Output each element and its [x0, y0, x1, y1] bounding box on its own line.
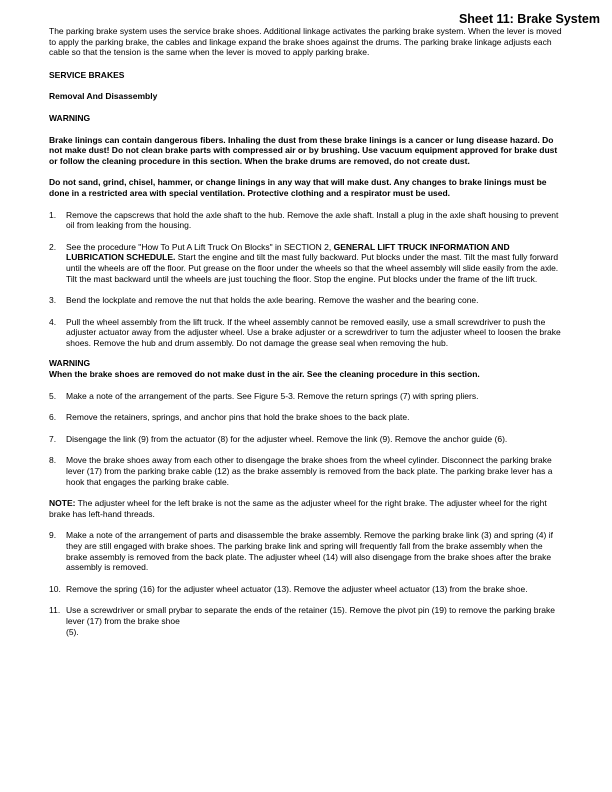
subheading: Removal And Disassembly	[49, 91, 158, 102]
step-number: 3.	[49, 295, 57, 306]
list-item	[49, 295, 563, 306]
steps-list-a	[49, 210, 563, 349]
step-text: Remove the capscrews that hold the axle shaft to the hub. Remove the axle shaft. Install a plug in the axle shaft housing to prevent oil from leaking from the housing.	[66, 209, 559, 231]
step-text: See the procedure "How To Put A Lift Truck On Blocks" in SECTION 2,	[66, 241, 334, 252]
note-text: The adjuster wheel for the left brake is not the same as the adjuster wheel for the right brake. The adjuster wheel for the right brake has left-hand threads.	[49, 498, 547, 519]
step-text: Remove the retainers, springs, and anchor pins that hold the brake shoes to the back plate.	[66, 412, 410, 423]
step-text: Disengage the link (9) from the actuator (8) for the adjuster wheel. Remove the link (9). Remove the anchor guide (6).	[66, 433, 508, 444]
document-body	[49, 26, 563, 637]
step-text: Bend the lockplate and remove the nut that holds the axle bearing. Remove the washer and the bearing cone.	[66, 295, 479, 306]
step-number: 9.	[49, 530, 57, 541]
step-number: 4.	[49, 316, 57, 327]
step-number: 8.	[49, 455, 57, 466]
step-number: 5.	[49, 390, 57, 401]
intro-paragraph: The parking brake system uses the service brake shoes. Additional linkage activates the parking brake system. When the lever is moved to apply the parking brake, the cables and linkage expand the brake shoes against the drums. The parking brake linkage adjusts each cable so that the tension is the same when the lever is moved to apply parking brake.	[49, 26, 562, 58]
list-item	[49, 605, 563, 637]
step-number: 10.	[49, 583, 61, 594]
list-item	[49, 434, 563, 445]
list-item	[49, 210, 563, 231]
warning-text: Brake linings can contain dangerous fibers. Inhaling the dust from these brake linings is a cancer or lung disease hazard. Do not make dust! Do not clean brake parts with compressed air or by brushing. Use vacuum equipment approved for brake dust or follow the cleaning procedure in this section. When the brake drums are removed, do not create dust.	[49, 134, 558, 166]
note-paragraph	[49, 498, 563, 519]
step-number: 7.	[49, 433, 57, 444]
step-text: Make a note of the arrangement of the parts. See Figure 5-3. Remove the return springs (7) with spring pliers.	[66, 390, 479, 401]
step-text: Make a note of the arrangement of parts and disassemble the brake assembly. Remove the parking brake link (3) and spring (4) if they are still engaged with brake shoes. The parking brake link and spring will frequently fall from the brake assembly when the brake assembly is removed from the back plate. The adjuster wheel (14) will also disengage from the brake shoes after the brake assembly is removed.	[66, 530, 553, 573]
sheet-title: Sheet 11: Brake System	[458, 12, 600, 26]
warning-label: WARNING	[49, 358, 91, 369]
step-number: 6.	[49, 412, 57, 423]
step-text: Pull the wheel assembly from the lift truck. If the wheel assembly cannot be removed easily, use a small screwdriver to push the adjuster actuator away from the adjuster wheel. Use a brake adjuster or a screwdriver to turn the adjuster wheel to loosen the brake shoes. Remove the hub and drum assembly. Do not damage the grease seal when removing the hub.	[66, 316, 561, 348]
warning-text: When the brake shoes are removed do not make dust in the air. See the cleaning procedure in this section.	[49, 369, 480, 380]
step-number: 11.	[49, 605, 61, 616]
note-label: NOTE:	[49, 498, 76, 509]
steps-list-c	[49, 530, 563, 637]
step-bold-reference: GENERAL LIFT TRUCK INFORMATION AND LUBRICATION SCHEDULE.	[66, 241, 510, 263]
step-text: Use a screwdriver or small prybar to separate the ends of the retainer (15). Remove the pivot pin (19) to remove the parking brake lever (17) from the brake shoe	[66, 605, 555, 626]
step-text: Remove the spring (16) for the adjuster wheel actuator (13). Remove the adjuster wheel actuator (13) from the brake shoe.	[66, 583, 528, 594]
section-heading: SERVICE BRAKES	[49, 69, 125, 80]
step-text: Start the engine and tilt the mast fully backward. Put blocks under the mast. Tilt the mast fully forward until the wheels are off the floor. Put grease on the floor under the wheels so that the wheel assembly will slide easily from the axle. Tilt the mast backward until the wheels are just touching the floor. Stop the engine. Put blocks under the frame of the lift truck.	[66, 252, 559, 284]
steps-list-b	[49, 391, 563, 488]
list-item	[49, 317, 563, 349]
list-item	[49, 584, 563, 595]
list-item	[49, 391, 563, 402]
list-item	[49, 455, 563, 487]
step-number: 1.	[49, 209, 57, 220]
step-text: (5).	[66, 626, 79, 637]
list-item	[49, 242, 563, 284]
warning-text: Do not sand, grind, chisel, hammer, or change linings in any way that will make dust. Any changes to brake linings must be done in a restricted area with special ventilation. Protective clothing and a respirator must be used.	[49, 177, 547, 198]
list-item	[49, 412, 563, 423]
step-number: 2.	[49, 241, 57, 252]
list-item	[49, 530, 563, 572]
step-text: Move the brake shoes away from each other to disengage the brake shoes from the wheel cylinder. Disconnect the parking brake lever (17) from the parking brake cable (12) as the brake assembly is removed from the back plate. The parking brake lever has a hook that engages the parking brake cable.	[66, 455, 553, 487]
warning-label: WARNING	[49, 112, 91, 123]
